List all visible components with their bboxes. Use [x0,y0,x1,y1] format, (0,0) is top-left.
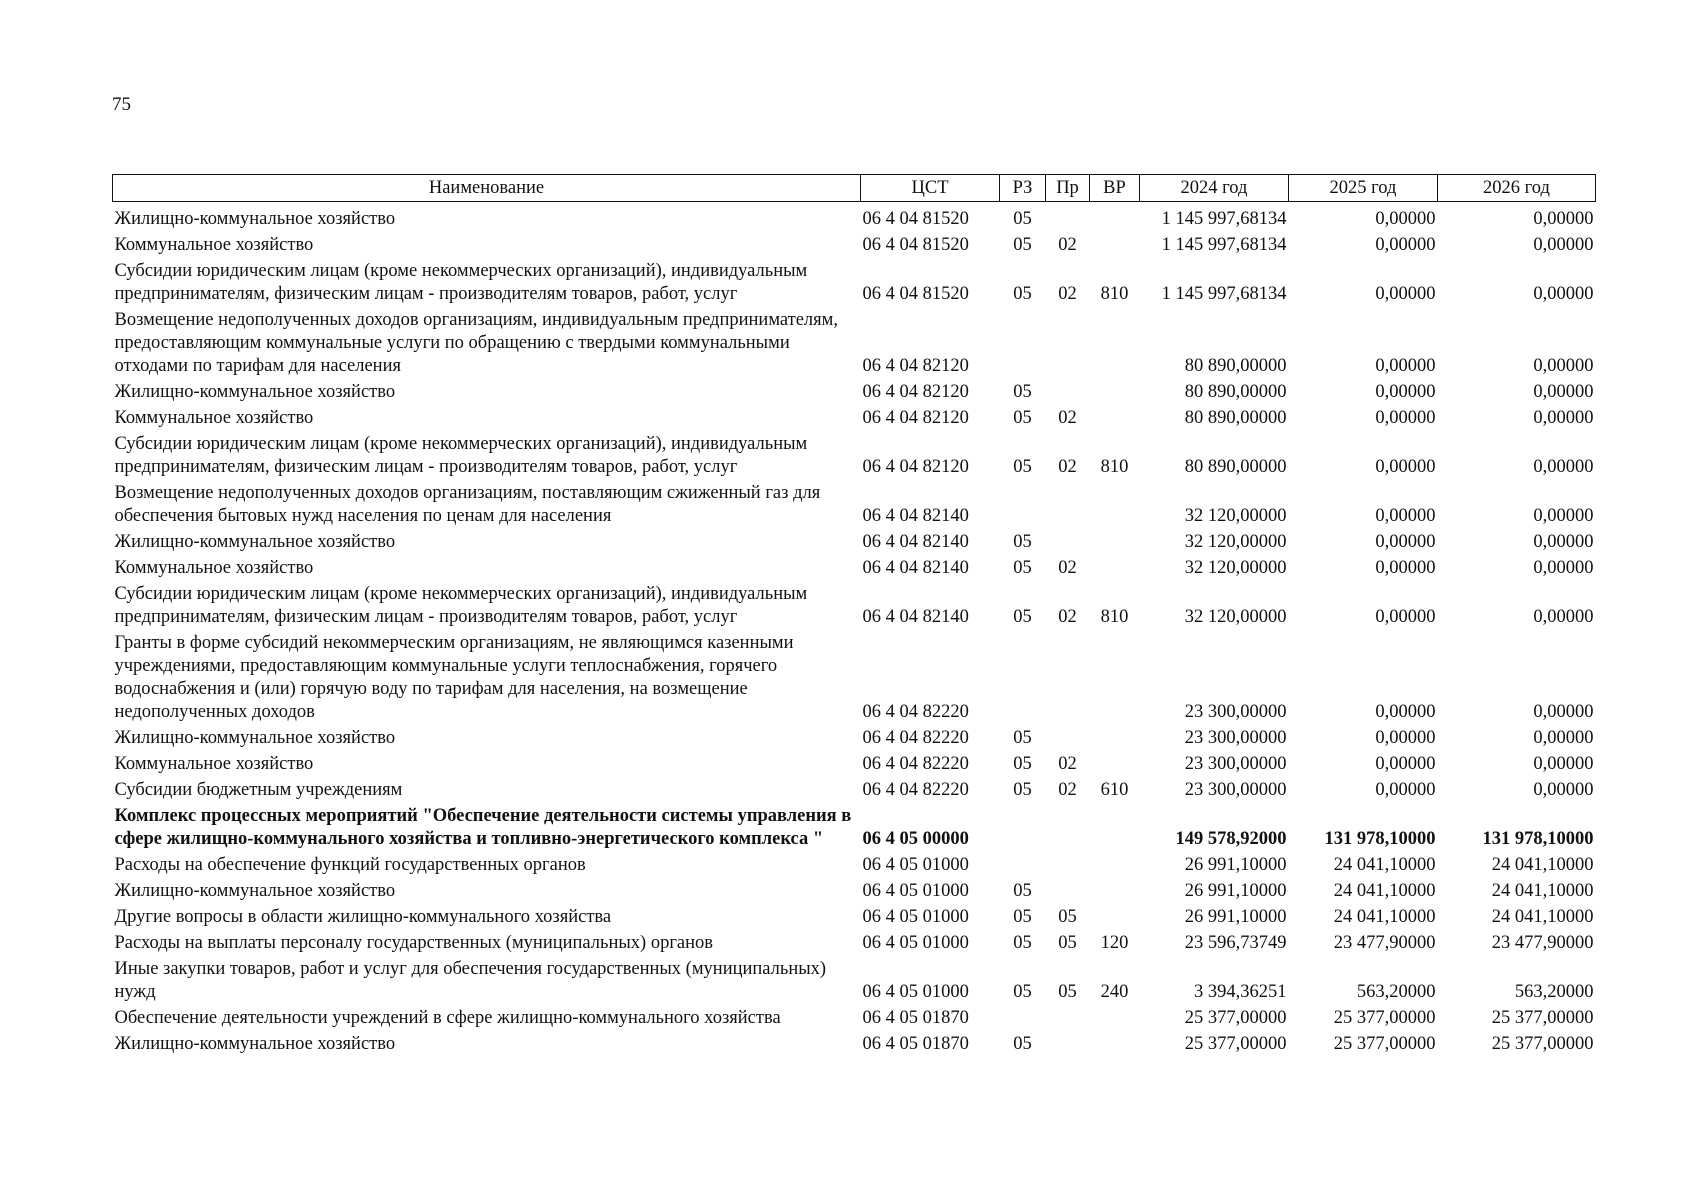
row-cst: 06 4 04 82220 [862,754,969,774]
header-row [113,175,1596,202]
table-row [113,629,1596,724]
row-value-2026: 0,00000 [1533,382,1594,402]
row-rz: 05 [1013,209,1032,229]
row-value-2026: 25 377,00000 [1491,1034,1594,1054]
table-row [113,802,1596,851]
row-name: Коммунальное хозяйство [114,408,314,428]
row-value-2025: 0,00000 [1375,284,1436,304]
row-cst: 06 4 05 01870 [862,1034,969,1054]
row-rz: 05 [1013,933,1032,953]
row-pr: 02 [1058,558,1077,578]
row-cst: 06 4 04 82120 [862,356,969,376]
row-value-2025: 25 377,00000 [1333,1008,1436,1028]
row-value-2026: 0,00000 [1533,408,1594,428]
table-row [113,724,1596,750]
row-name: Обеспечение деятельности учреждений в сфере жилищно-коммунального хозяйства [114,1008,781,1028]
row-value-2024: 80 890,00000 [1184,457,1287,477]
row-pr: 05 [1058,907,1077,927]
row-name: Комплекс процессных мероприятий "Обеспечение деятельности системы управления в сфере жилищно-коммунального хозяйства и топливно-энергетического комплекса " [114,806,852,849]
row-cst: 06 4 04 82140 [862,607,969,627]
row-cst: 06 4 04 82120 [862,382,969,402]
row-name: Жилищно-коммунальное хозяйство [114,209,396,229]
row-vr [1090,404,1140,430]
row-rz: 05 [1013,235,1032,255]
row-pr [1046,378,1090,404]
table-row [113,903,1596,929]
row-pr: 02 [1058,408,1077,428]
row-pr [1046,851,1090,877]
row-name: Субсидии юридическим лицам (кроме некоммерческих организаций), индивидуальным предпринимателям, физическим лицам - производителям товаров, работ, услуг [114,584,808,627]
row-vr [1090,851,1140,877]
row-rz: 05 [1013,457,1032,477]
row-value-2024: 1 145 997,68134 [1161,235,1287,255]
table-row [113,257,1596,306]
row-value-2024: 80 890,00000 [1184,382,1287,402]
row-value-2026: 23 477,90000 [1491,933,1594,953]
table-row [113,479,1596,528]
row-value-2026: 0,00000 [1533,356,1594,376]
row-value-2025: 24 041,10000 [1333,855,1436,875]
header-name: Наименование [113,175,861,202]
row-vr: 810 [1100,607,1129,627]
row-value-2025: 0,00000 [1375,754,1436,774]
row-rz [1000,479,1046,528]
table-body [113,202,1596,1057]
table-row [113,955,1596,1004]
row-value-2024: 32 120,00000 [1184,607,1287,627]
row-cst: 06 4 04 82220 [862,702,969,722]
row-vr [1090,724,1140,750]
table-row [113,750,1596,776]
row-value-2026: 0,00000 [1533,780,1594,800]
row-value-2026: 0,00000 [1533,728,1594,748]
row-name: Субсидии юридическим лицам (кроме некоммерческих организаций), индивидуальным предпринимателям, физическим лицам - производителям товаров, работ, услуг [114,434,808,477]
row-value-2024: 26 991,10000 [1184,855,1287,875]
row-value-2024: 80 890,00000 [1184,408,1287,428]
header-rz: РЗ [1000,175,1046,202]
row-vr [1090,202,1140,232]
table-row [113,430,1596,479]
row-value-2026: 0,00000 [1533,754,1594,774]
header-2024: 2024 год [1140,175,1289,202]
row-rz: 05 [1013,382,1032,402]
row-value-2026: 24 041,10000 [1491,855,1594,875]
row-pr: 05 [1058,982,1077,1002]
row-value-2025: 131 978,10000 [1324,829,1436,849]
row-cst: 06 4 04 82140 [862,558,969,578]
row-pr: 02 [1058,235,1077,255]
row-pr [1046,877,1090,903]
row-rz: 05 [1013,532,1032,552]
row-value-2026: 0,00000 [1533,235,1594,255]
row-name: Коммунальное хозяйство [114,558,314,578]
table-row [113,554,1596,580]
row-value-2025: 23 477,90000 [1333,933,1436,953]
table-header [113,175,1596,202]
row-value-2026: 0,00000 [1533,506,1594,526]
row-name: Другие вопросы в области жилищно-коммунального хозяйства [114,907,612,927]
row-value-2026: 131 978,10000 [1482,829,1594,849]
row-vr: 810 [1100,284,1129,304]
table-row [113,851,1596,877]
table-row [113,202,1596,232]
row-cst: 06 4 04 82140 [862,532,969,552]
row-value-2024: 1 145 997,68134 [1161,284,1287,304]
table-row [113,528,1596,554]
row-value-2026: 24 041,10000 [1491,907,1594,927]
row-value-2024: 25 377,00000 [1184,1008,1287,1028]
row-value-2026: 25 377,00000 [1491,1008,1594,1028]
row-vr: 810 [1100,457,1129,477]
row-rz: 05 [1013,728,1032,748]
row-cst: 06 4 05 01000 [862,982,969,1002]
table-row [113,877,1596,903]
row-pr: 02 [1058,284,1077,304]
row-value-2025: 0,00000 [1375,457,1436,477]
row-vr [1090,231,1140,257]
row-name: Жилищно-коммунальное хозяйство [114,532,396,552]
table-row [113,306,1596,378]
row-vr: 610 [1100,780,1129,800]
row-value-2026: 24 041,10000 [1491,881,1594,901]
row-pr: 02 [1058,780,1077,800]
row-value-2024: 23 300,00000 [1184,780,1287,800]
row-name: Возмещение недополученных доходов организациям, индивидуальным предпринимателям, предоставляющим коммунальные услуги по обращению с твердыми коммунальными отходами по тарифам для населения [114,310,838,376]
row-pr: 02 [1058,754,1077,774]
row-rz [1000,802,1046,851]
row-value-2024: 3 394,36251 [1194,982,1287,1002]
row-rz: 05 [1013,780,1032,800]
header-2026: 2026 год [1438,175,1596,202]
row-value-2026: 0,00000 [1533,457,1594,477]
row-value-2025: 0,00000 [1375,607,1436,627]
row-value-2026: 0,00000 [1533,702,1594,722]
row-rz [1000,306,1046,378]
row-cst: 06 4 05 00000 [862,829,969,849]
row-rz [1000,851,1046,877]
row-cst: 06 4 04 82140 [862,506,969,526]
table-row [113,231,1596,257]
row-name: Расходы на обеспечение функций государственных органов [114,855,586,875]
row-value-2024: 1 145 997,68134 [1161,209,1287,229]
row-rz [1000,1004,1046,1030]
row-rz: 05 [1013,284,1032,304]
row-cst: 06 4 04 82220 [862,728,969,748]
row-name: Коммунальное хозяйство [114,235,314,255]
row-value-2024: 80 890,00000 [1184,356,1287,376]
row-vr [1090,528,1140,554]
row-value-2026: 0,00000 [1533,532,1594,552]
row-value-2024: 23 300,00000 [1184,702,1287,722]
row-vr [1090,802,1140,851]
row-value-2025: 0,00000 [1375,558,1436,578]
row-value-2025: 0,00000 [1375,382,1436,402]
row-vr [1090,750,1140,776]
row-value-2024: 149 578,92000 [1175,829,1287,849]
row-name: Жилищно-коммунальное хозяйство [114,382,396,402]
row-pr [1046,724,1090,750]
table-row [113,404,1596,430]
row-value-2025: 0,00000 [1375,532,1436,552]
row-name: Субсидии бюджетным учреждениям [114,780,403,800]
row-value-2024: 32 120,00000 [1184,506,1287,526]
row-cst: 06 4 04 81520 [862,209,969,229]
row-pr: 05 [1058,933,1077,953]
row-value-2024: 23 300,00000 [1184,754,1287,774]
table-row [113,1004,1596,1030]
row-rz [1000,629,1046,724]
row-cst: 06 4 05 01000 [862,855,969,875]
row-value-2026: 563,20000 [1514,982,1594,1002]
row-rz: 05 [1013,754,1032,774]
row-rz: 05 [1013,408,1032,428]
header-vr: ВР [1090,175,1140,202]
row-value-2024: 23 300,00000 [1184,728,1287,748]
budget-table [112,174,1596,1056]
row-vr: 120 [1100,933,1129,953]
row-rz: 05 [1013,1034,1032,1054]
row-value-2025: 0,00000 [1375,728,1436,748]
row-pr [1046,479,1090,528]
row-cst: 06 4 04 82220 [862,780,969,800]
row-value-2025: 0,00000 [1375,408,1436,428]
row-value-2024: 26 991,10000 [1184,907,1287,927]
row-name: Жилищно-коммунальное хозяйство [114,728,396,748]
row-cst: 06 4 04 82120 [862,408,969,428]
row-cst: 06 4 04 81520 [862,235,969,255]
row-rz: 05 [1013,607,1032,627]
table-row [113,580,1596,629]
row-pr [1046,1030,1090,1056]
row-name: Жилищно-коммунальное хозяйство [114,1034,396,1054]
row-pr: 02 [1058,607,1077,627]
table-row [113,1030,1596,1056]
row-vr [1090,554,1140,580]
row-pr [1046,306,1090,378]
row-value-2024: 32 120,00000 [1184,532,1287,552]
table-row [113,776,1596,802]
row-value-2025: 0,00000 [1375,209,1436,229]
row-value-2025: 25 377,00000 [1333,1034,1436,1054]
row-rz: 05 [1013,881,1032,901]
row-pr [1046,802,1090,851]
row-cst: 06 4 05 01000 [862,881,969,901]
header-2025: 2025 год [1289,175,1438,202]
row-value-2025: 563,20000 [1356,982,1436,1002]
row-value-2026: 0,00000 [1533,607,1594,627]
row-value-2025: 0,00000 [1375,780,1436,800]
page-number: 75 [112,94,131,115]
row-value-2025: 24 041,10000 [1333,881,1436,901]
row-rz: 05 [1013,982,1032,1002]
row-value-2024: 26 991,10000 [1184,881,1287,901]
row-cst: 06 4 04 82120 [862,457,969,477]
row-name: Возмещение недополученных доходов организациям, поставляющим сжиженный газ для обеспечения бытовых нужд населения по ценам для населения [114,483,821,526]
row-name: Коммунальное хозяйство [114,754,314,774]
row-cst: 06 4 05 01000 [862,907,969,927]
row-vr [1090,877,1140,903]
row-rz: 05 [1013,558,1032,578]
row-value-2025: 0,00000 [1375,702,1436,722]
row-rz: 05 [1013,907,1032,927]
row-value-2024: 32 120,00000 [1184,558,1287,578]
row-value-2026: 0,00000 [1533,558,1594,578]
row-value-2025: 0,00000 [1375,506,1436,526]
row-value-2024: 23 596,73749 [1184,933,1287,953]
row-value-2024: 25 377,00000 [1184,1034,1287,1054]
row-value-2025: 0,00000 [1375,235,1436,255]
header-pr: Пр [1046,175,1090,202]
row-value-2025: 24 041,10000 [1333,907,1436,927]
row-pr [1046,1004,1090,1030]
row-vr [1090,1004,1140,1030]
row-value-2025: 0,00000 [1375,356,1436,376]
row-vr [1090,903,1140,929]
row-name: Расходы на выплаты персоналу государственных (муниципальных) органов [114,933,714,953]
row-vr [1090,1030,1140,1056]
row-pr [1046,629,1090,724]
table-row [113,378,1596,404]
header-cst: ЦСТ [861,175,1000,202]
row-value-2026: 0,00000 [1533,284,1594,304]
row-vr [1090,479,1140,528]
row-cst: 06 4 05 01000 [862,933,969,953]
row-pr [1046,202,1090,232]
row-vr [1090,378,1140,404]
row-name: Гранты в форме субсидий некоммерческим организациям, не являющимся казенными учреждениями, предоставляющим коммунальные услуги теплоснабжения, горячего водоснабжения и (или) горячую воду по тарифам для населения, на возмещение недополученных доходов [114,633,794,722]
row-value-2026: 0,00000 [1533,209,1594,229]
row-pr [1046,528,1090,554]
table-row [113,929,1596,955]
row-name: Субсидии юридическим лицам (кроме некоммерческих организаций), индивидуальным предпринимателям, физическим лицам - производителям товаров, работ, услуг [114,261,808,304]
row-name: Жилищно-коммунальное хозяйство [114,881,396,901]
row-cst: 06 4 05 01870 [862,1008,969,1028]
row-vr [1090,306,1140,378]
row-pr: 02 [1058,457,1077,477]
row-name: Иные закупки товаров, работ и услуг для обеспечения государственных (муниципальных) нужд [114,959,827,1002]
row-vr: 240 [1100,982,1129,1002]
row-vr [1090,629,1140,724]
row-cst: 06 4 04 81520 [862,284,969,304]
